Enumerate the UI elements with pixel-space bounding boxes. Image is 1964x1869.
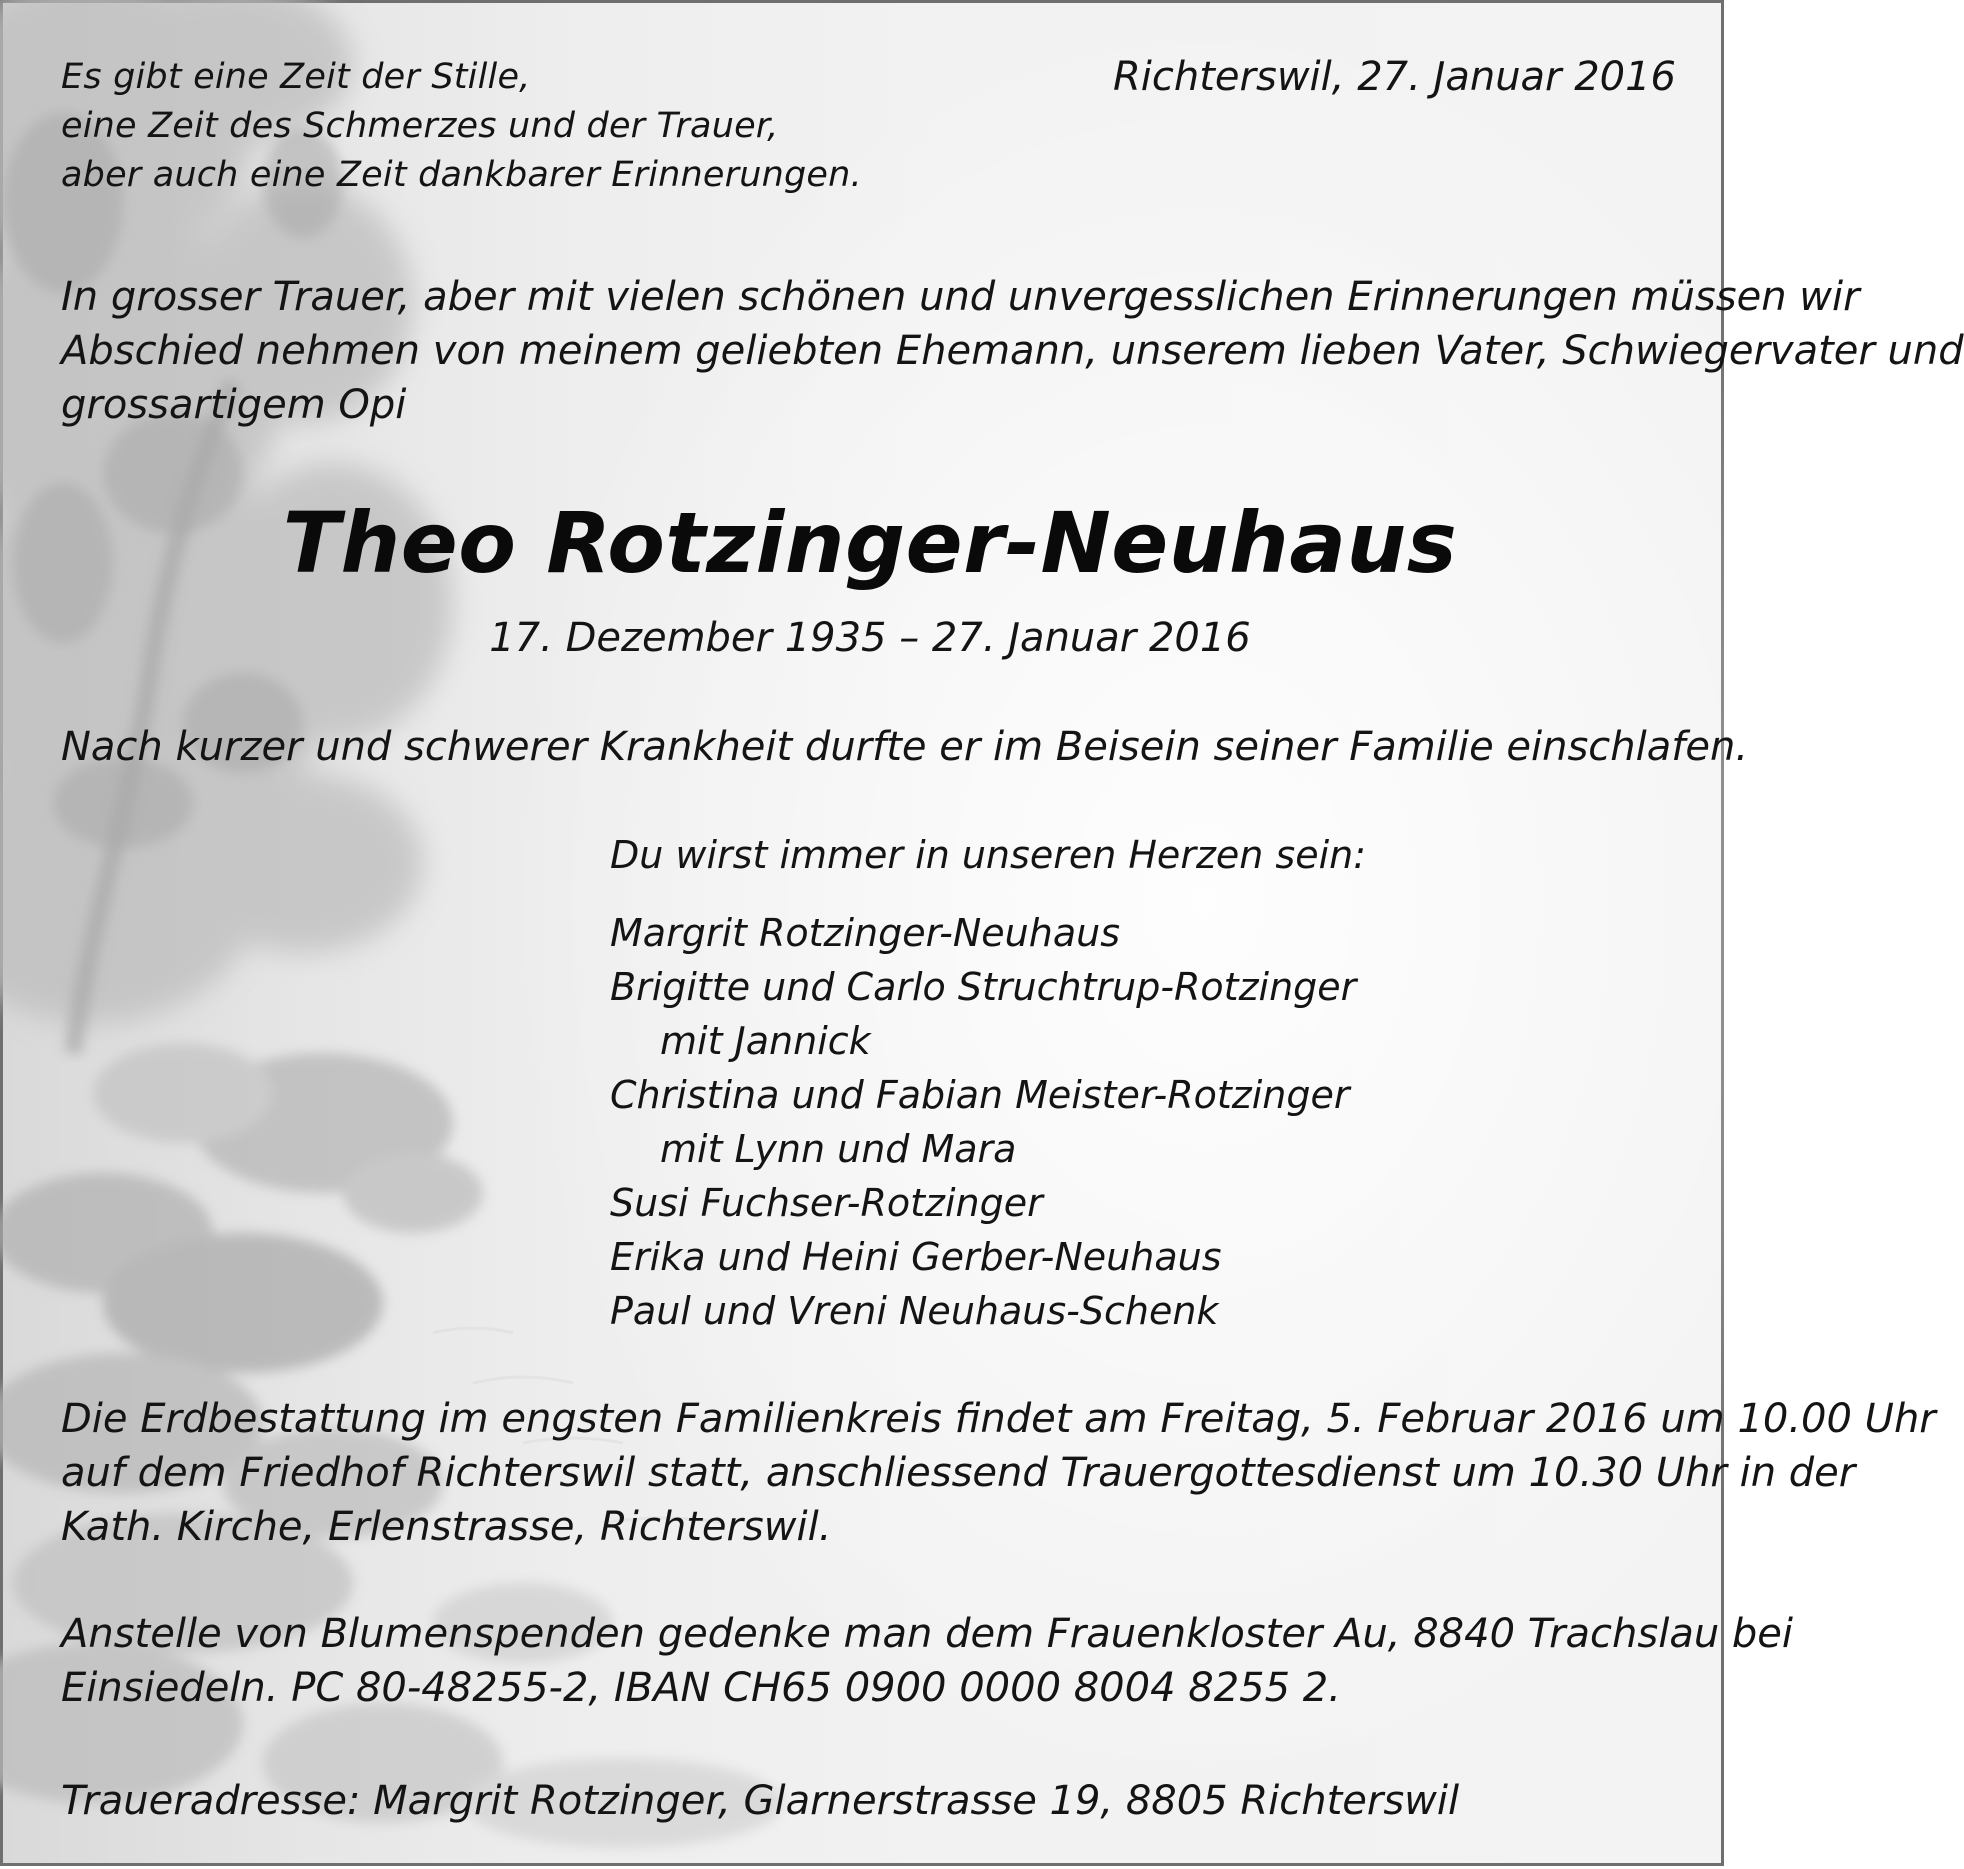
intro-line: In grosser Trauer, aber mit vielen schönen und unvergesslichen Erinnerungen müssen wir [61, 274, 1860, 320]
funeral-details [61, 1392, 1936, 1554]
mourner-name: Brigitte und Carlo Struchtrup-Rotzinger [610, 965, 1357, 1009]
mourner-name: Susi Fuchser-Rotzinger [610, 1181, 1043, 1225]
funeral-line: Die Erdbestattung im engsten Familienkreis findet am Freitag, 5. Februar 2016 um 10.00 Uhr [61, 1396, 1936, 1442]
funeral-line: Kath. Kirche, Erlenstrasse, Richterswil. [61, 1504, 832, 1550]
intro-line: Abschied nehmen von meinem geliebten Ehemann, unserem lieben Vater, Schwiegervater und [61, 328, 1964, 374]
opening-motto [61, 53, 862, 200]
donation-note [61, 1607, 1793, 1715]
donation-line: Einsiedeln. PC 80-48255-2, IBAN CH65 0900 0000 8004 8255 2. [61, 1665, 1341, 1711]
place-and-date: Richterswil, 27. Januar 2016 [1113, 54, 1677, 100]
announcement-intro [61, 270, 1964, 432]
mourner-name: Margrit Rotzinger-Neuhaus [610, 911, 1121, 955]
life-dates-text: 17. Dezember 1935 – 27. Januar 2016 [489, 615, 1251, 661]
funeral-line: auf dem Friedhof Richterswil statt, anschliessend Trauergottesdienst um 10.30 Uhr in der [61, 1450, 1856, 1496]
mourner-children: mit Lynn und Mara [660, 1127, 1017, 1171]
motto-line: eine Zeit des Schmerzes und der Trauer, [61, 106, 779, 146]
mourner-children: mit Jannick [660, 1019, 871, 1063]
mourner-name: Paul und Vreni Neuhaus-Schenk [610, 1289, 1219, 1333]
mourner-name: Erika und Heini Gerber-Neuhaus [610, 1235, 1222, 1279]
deceased-name-text: Theo Rotzinger-Neuhaus [282, 494, 1458, 592]
motto-line: Es gibt eine Zeit der Stille, [61, 57, 531, 97]
passing-statement: Nach kurzer und schwerer Krankheit durfte er im Beisein seiner Familie einschlafen. [61, 724, 1749, 770]
donation-line: Anstelle von Blumenspenden gedenke man dem Frauenkloster Au, 8840 Trachslau bei [61, 1611, 1794, 1657]
deceased-name [3, 488, 1727, 598]
motto-line: aber auch eine Zeit dankbarer Erinnerungen. [61, 155, 862, 195]
mourners-list [610, 906, 1356, 1338]
mourners-heading: Du wirst immer in unseren Herzen sein: [610, 833, 1367, 877]
mourning-address: Traueradresse: Margrit Rotzinger, Glarnerstrasse 19, 8805 Richterswil [61, 1778, 1460, 1824]
intro-line: grossartigem Opi [61, 382, 407, 428]
mourner-name: Christina und Fabian Meister-Rotzinger [610, 1073, 1350, 1117]
life-dates [3, 613, 1727, 663]
